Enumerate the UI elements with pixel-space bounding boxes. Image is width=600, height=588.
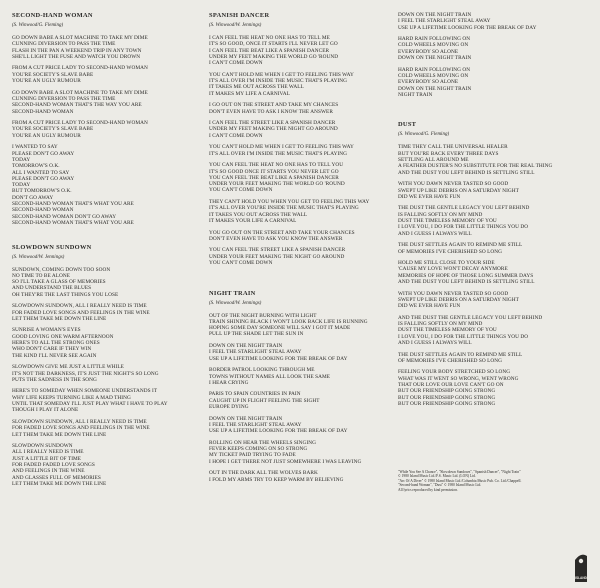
lyric-line: SUNRISE A WOMAN'S EYES [12,327,81,334]
song-title: SECOND-HAND WOMAN [12,12,93,19]
lyric-line: COLD WHEELS MOVING ON [398,42,469,49]
lyric-line: HARD RAIN FOLLOWING ON [398,36,471,43]
lyric-line: MY TICKET PAID TRYING TO FADE [209,452,296,459]
lyric-line: TODAY [12,156,31,163]
lyric-line: UNDER MY FEET MAKING THE WORLD GO 'ROUND [209,53,339,60]
stanza [209,102,399,115]
stanza [398,242,596,255]
lyric-line: DOWN ON THE NIGHT TRAIN [209,415,283,422]
lyric-line: BUT TOMORROW'S O.K. [12,188,72,195]
lyric-line: IT'S SO GOOD ONCE IT STARTS YOU NEVER LET GO [209,168,339,175]
lyric-line: YOU'RE AN UGLY RUMOUR [12,78,81,85]
lyric-line: SLOWDOWN SUNDOWN [12,443,73,450]
lyric-line: THE DUST SETTLES AGAIN TO REMIND ME STILL [398,351,523,358]
lyric-line: SLOWDOWN GIVE ME JUST A LITTLE WHILE [12,364,124,371]
svg-text:ISLAND: ISLAND [575,576,587,580]
lyric-line: YOU'RE AN UGLY RUMOUR [12,132,81,139]
lyric-line: I FEEL THE STARLIGHT STEAL AWAY [209,421,302,428]
stanza [398,291,596,310]
lyric-line: AND THE DUST YOU LEFT BEHIND IS SETTLING STILL [398,169,535,176]
lyric-line: MEMORIES OF HOPE OF THOSE LONG SUMMER DAYS [398,272,534,279]
footer-line: © 1980 Island Music Ltd./F.S. Music Ltd. (LON) Ltd. [398,474,476,479]
lyric-line: IT'S SO GOOD, ONCE IT STARTS I'LL NEVER LET GO [209,41,338,48]
lyric-line: THEY CAN'T HOLD YOU WHEN YOU GET TO FEELING THIS WAY [209,199,370,206]
lyric-line: I FEEL THE STARLIGHT STEAL AWAY [398,18,491,25]
lyric-line: SLOWDOWN SUNDOWN, ALL I REALLY NEED IS TIME [12,418,147,425]
lyric-line: TRAIN SHINING BLACK I WON'T LOOK BACK LIFE IS RUNNING [209,318,368,325]
stanza [12,90,202,115]
copyright-footer [398,470,538,492]
lyric-line: DOWN ON THE NIGHT TRAIN [398,55,472,62]
lyric-line: CUNNING DIVERSION TO PASS THE TIME [12,95,116,102]
lyric-line: YOU CAN FEEL THE STREET LIKE A SPANISH DANCER [209,247,346,254]
song-title: SPANISH DANCER [209,12,270,19]
lyric-line: BORDER PATROL LOOKING THROUGH ME [209,367,315,374]
lyric-line: LET THEM TAKE ME DOWN THE LINE [12,431,107,438]
lyric-line: YOU CAN FEEL THE HEAT NO ONE HAS TO TELL YOU [209,162,344,169]
lyric-line: DOWN ON THE NIGHT TRAIN [398,85,472,92]
stanza [398,12,596,31]
lyric-line: GO DOWN BABE A SLOT MACHINE TO TAKE MY DIME [12,89,148,96]
stanza [398,36,596,61]
lyric-line: I CAN FEEL THE BEAT LIKE A SPANISH DANCER [209,47,330,54]
lyric-line: SECOND-HAND WOMAN [12,108,74,115]
lyric-line: UNDER MY FEET MAKING THE NIGHT GO AROUND [209,126,338,133]
island-logo [573,552,589,582]
stanza [209,199,399,224]
lyric-line: SHE'LL LIGHT THE FUSE AND WATCH YOU DROWN [12,53,141,60]
song-credit: (S. Winwood/W. Jennings) [12,254,65,260]
song-lyrics [398,12,596,98]
lyric-line: OUT OF THE NIGHT BURNING WITH LIGHT [209,312,317,319]
lyric-line: YOU CAN'T COME DOWN [209,187,273,194]
stanza [209,72,399,97]
lyric-line: YOU CAN'T HOLD ME WHEN I GET TO FEELING THIS WAY [209,71,354,78]
footer-line: "Arc Of A Diver" © 1980 Island Music Ltd./Columbia Music Pub. Co. Ltd./Chappell. [398,478,522,483]
lyric-line: LET THEM TAKE ME DOWN THE LINE [12,480,107,487]
lyric-line: DID WE EVER HAVE FUN [398,303,461,310]
lyric-line: IT MAKES YOUR LIFE A CARNIVAL [209,217,297,224]
lyric-line: WHO DON'T CARE IF THEY WIN [12,346,92,353]
lyric-line: FEVER KEEPS COMING ON SO STRONG [209,446,308,453]
column-middle [209,12,399,488]
lyric-line: DON'T EVEN HAVE TO ASK YOU KNOW THE ANSWER [209,235,343,242]
stanza [12,65,202,84]
stanza [398,181,596,200]
lyric-line: I GO OUT ON THE STREET AND TAKE MY CHANCES [209,102,339,109]
lyric-line: JUST A LITTLE BIT OF TIME [12,455,82,462]
lyric-line: SECOND-HAND WOMAN THAT'S WHAT YOU ARE [12,201,134,208]
lyric-line: WITH YOU DAWN NEVER TASTED SO GOOD [398,290,509,297]
lyric-line: YOU CAN'T COME DOWN [209,259,273,266]
footer-line: "Second-hand Woman", "Dust" © 1980 Island Music Ltd. [398,483,482,488]
lyric-line: PLEASE DON'T GO AWAY [12,175,75,182]
song-credit: (S. Winwood/W. Jennings) [209,23,262,28]
stanza [12,388,202,413]
stanza [12,327,202,358]
lyric-line: THE DUST THE GENTLE LEGACY YOU LEFT BEHIND [398,205,530,212]
lyric-line: FOR FADED FADED LOVE SONGS [12,462,95,468]
lyric-line: OUT IN THE DARK ALL THE WOLVES BARK [209,470,318,477]
stanza [12,443,202,487]
lyric-line: AND I GUESS I ALWAYS WILL [398,339,472,346]
lyric-line: YOU'RE SOCIETY'S SLAVE BABE [12,71,94,78]
lyric-line: I LOVE YOU, I DO FOR THE LITTLE THINGS YOU DO [398,224,529,231]
stanza [209,440,399,465]
stanza [209,144,399,157]
lyric-line: EUROPE DYING [209,404,249,411]
lyric-line: IT'S ALL OVER I'M INSIDE THE MUSIC THAT'S PLAYING [209,150,348,157]
stanza [209,367,399,386]
lyric-line: OF MEMORIES I'VE CHERISHED SO LONG [398,357,503,364]
song-lyrics [398,144,596,407]
lyric-line: YOU GO OUT ON THE STREET AND TAKE YOUR CHANCES [209,229,355,236]
lyric-line: AND UNDERSTAND THE BLUES [12,285,92,292]
lyric-line: IS FALLING SOFTLY ON MY MIND [398,211,483,218]
lyric-line: WHAT WAS IT WENT SO WRONG, WENT WRONG [398,375,519,382]
lyric-line: FROM A CUT PRICE LADY TO SECOND-HAND WOMAN [12,120,148,127]
lyric-line: PUTS THE SADNESS IN THE SONG [12,376,97,383]
lyric-line: SWEPT UP LIKE DEBRIS ON A SATURDAY NIGHT [398,296,519,303]
stanza [398,67,596,98]
lyric-line: OH THEY'RE THE LAST THINGS YOU LOSE [12,291,119,298]
stanza [12,364,202,383]
lyric-line: HERE'S TO SOMEDAY WHEN SOMEONE UNDERSTANDS IT [12,388,158,395]
lyric-line: TOWNS WITHOUT NAMES ALL LOOK THE SAME [209,373,331,380]
lyric-line: HARD RAIN FOLLOWING ON [398,66,471,73]
lyric-line: UNDER YOUR FEET MAKING THE NIGHT GO AROUND [209,253,345,260]
lyric-line: DUST THE TIMELESS MEMORY OF YOU [398,327,497,334]
stanza [209,35,399,66]
lyric-line: SECOND-HAND WOMAN DON'T GO AWAY [12,213,117,220]
lyric-line: FOR FADED LOVE SONGS AND FEELINGS IN THE WINE [12,425,150,432]
lyric-line: PULL UP THE SHADE LET THE SUN IN [209,331,304,338]
lyric-line: SUNDOWN, COMING DOWN TOO SOON [12,266,111,273]
stanza [398,260,596,285]
lyric-line: HOPING SOME DAY SOMEONE WILL SAY I GOT IT MADE [209,325,351,332]
stanza [209,120,399,139]
lyric-line: FOR FADED LOVE SONGS AND FEELINGS IN THE WINE [12,309,150,316]
lyric-line: IS FALLING SOFTLY ON MY MIND [398,321,483,328]
stanza [12,303,202,322]
lyric-line: IT'S ALL OVER YOU'RE INSIDE THE MUSIC THAT'S PLAYING [209,205,359,212]
footer-line: "While You See A Chance", "Slowdown Sundown", "Spanish Dancer", "Night Train" [398,470,521,474]
lyric-line: THOUGH I PLAY IT ALONE [12,407,79,414]
lyric-line: DON'T EVEN HAVE TO ASK I KNOW THE ANSWER [209,108,333,115]
lyric-line: YOU CAN'T HOLD ME WHEN I GET TO FEELING THIS WAY [209,144,354,151]
lyric-line: SECOND-HAND WOMAN [12,207,74,214]
stanza [398,352,596,365]
lyric-line: I HEAR CRYING [209,379,249,386]
lyric-line: I CAN FEEL THE HEAT NO ONE HAS TO TELL ME [209,35,330,41]
lyric-line: FROM A CUT PRICE LADY TO SECOND-HAND WOMAN [12,65,148,72]
lyric-line: IT MAKES MY LIFE A CARNIVAL [209,90,290,97]
song-lyrics [209,313,399,483]
lyric-line: USE UP A LIFETIME LOOKING FOR THE BREAK OF DAY [209,355,348,362]
lyric-line: I CAN'T COME DOWN [209,60,263,67]
lyric-line: SECOND-HAND WOMAN THAT'S THE WAY YOU ARE [12,102,142,109]
lyric-line: NO TIME TO BE ALONE [12,272,71,279]
lyric-line: DOWN ON THE NIGHT TRAIN [398,12,472,18]
lyric-line: IT'S NOT THE DARKNESS, IT'S JUST THE NIGHT'S SO LONG [12,370,159,377]
lyric-line: USE UP A LIFETIME LOOKING FOR THE BREAK OF DAY [209,428,348,435]
lyric-line: BUT OUR FRIENDSHIP GOING STRONG [398,388,496,395]
stanza [398,144,596,175]
song-title: DUST [398,121,417,129]
lyric-line: SETTLING ALL AROUND ME [398,157,469,164]
stanza [209,391,399,410]
lyric-line: HERE'S TO ALL THE STRONG ONES [12,340,100,347]
lyric-line: AND I GUESS I ALWAYS WILL [398,230,472,237]
stanza [398,205,596,236]
song-lyrics [209,35,399,266]
lyric-line: IT'S ALL OVER I'M INSIDE THE MUSIC THAT'S PLAYING [209,78,348,85]
song-title: NIGHT TRAIN [209,289,256,297]
song-credit: (S. Winwood/G. Fleming) [12,23,64,28]
lyric-line: UNTIL THAT SOMEDAY I'LL JUST PLAY WHAT I HAVE TO PLAY [12,401,168,408]
stanza [12,35,202,60]
lyric-line: ALL I REALLY NEED IS TIME [12,449,84,456]
lyric-line: BUT YOU'RE BACK EVERY THREE DAYS [398,150,499,157]
lyric-line: GOOD LOVING ONE WARM AFTERNOON [12,333,114,340]
lyric-line: OF MEMORIES I'VE CHERISHED SO LONG [398,248,503,255]
song-lyrics [12,35,202,226]
lyric-line: SO I'LL TAKE A GLASS OF MEMORIES [12,279,106,286]
lyric-line: FLASH IN THE PAN A WEEKEND TRIP IN ANY TOWN [12,47,142,54]
stanza [209,247,399,266]
lyric-line: ALL I WANTED TO SAY [12,169,70,176]
lyric-line: YOU CAN FEEL THE BEAT LIKE A SPANISH DANCER [209,174,339,181]
lyric-line: IT TAKES ME OUT ACROSS THE WALL [209,84,304,91]
lyric-line: AND FEELINGS IN THE WINE [12,468,85,475]
lyric-line: BUT OUR FRIENDSHIP GOING STRONG [398,400,496,407]
lyric-line: A FEATHER DUSTER'S NO SUBSTITUTE FOR THE REAL THING [398,163,553,170]
lyric-line: PLEASE DON'T GO AWAY [12,150,75,157]
lyric-line: PARIS TO SPAIN COUNTRIES IN PAIN [209,391,301,398]
lyric-line: UNDER YOUR FEET MAKING THE WORLD GO 'ROUND [209,181,345,188]
song-lyrics [12,267,202,488]
lyric-line: COLD WHEELS MOVING ON [398,72,469,79]
lyric-line: HOLD ME STILL CLOSE TO YOUR SIDE [398,260,495,267]
lyric-line: BUT OUR FRIENDSHIP GOING STRONG [398,394,496,401]
song-title: SLOWDOWN SUNDOWN [12,243,92,251]
lyric-line: DOWN ON THE NIGHT TRAIN [209,343,283,350]
lyric-line: WHY LIFE KEEPS TURNING LIKE A MAD THING [12,394,131,401]
lyric-line: GO DOWN BABE A SLOT MACHINE TO TAKE MY DIME [12,35,148,41]
stanza [209,313,399,338]
lyric-line: DID WE EVER HAVE FUN [398,193,461,200]
song-credit: (S. Winwood/W. Jennings) [209,300,262,306]
stanza [12,120,202,139]
lyric-line: CUNNING DIVERSION TO PASS THE TIME [12,41,116,48]
footer-line: All lyrics reproduced by kind permission. [398,487,458,492]
lyric-line: TOMORROW'S O.K. [12,163,60,170]
lyric-line: AND GLASSES FULL OF MEMORIES [12,474,101,481]
stanza [209,230,399,243]
stanza [12,419,202,438]
lyric-line: I LOVE YOU, I DO FOR THE LITTLE THINGS YOU DO [398,333,529,340]
lyric-line: IT TAKES YOU OUT ACROSS THE WALL [209,211,308,218]
lyric-line: EVERYBODY SO ALONE [398,79,459,86]
lyric-line: AND THE DUST YOU LEFT BEHIND IS SETTLING STILL [398,278,535,285]
column-right [398,12,596,413]
lyric-line: FEELING YOUR BODY STRETCHED SO LONG [398,369,511,376]
lyric-line: DUST THE TIMELESS MEMORY OF YOU [398,218,497,225]
lyric-line: CAUGHT UP IN FLIGHT FEELING THE SIGHT [209,397,320,404]
lyric-line: TIME THEY CALL THE UNIVERSAL HEALER [398,144,508,151]
lyric-line: EVERYBODY SO ALONE [398,48,459,55]
lyric-line: WITH YOU DAWN NEVER TASTED SO GOOD [398,181,509,188]
lyric-line: 'CAUSE MY LOVE WON'T DECAY ANYMORE [398,266,508,273]
lyric-line: YOU'RE SOCIETY'S SLAVE BABE [12,126,94,133]
lyric-line: I FOLD MY ARMS TRY TO KEEP WARM BY BELIEVING [209,476,344,483]
lyric-line: SWEPT UP LIKE DEBRIS ON A SATURDAY NIGHT [398,187,519,194]
stanza [12,144,202,226]
stanza [398,369,596,407]
lyric-line: THAT OUR LOVE OUR LOVE CAN'T GO ON [398,382,504,389]
lyric-line: DON'T GO AWAY [12,194,54,201]
stanza [209,470,399,483]
lyric-line: ROLLING ON HEAR THE WHEELS SINGING [209,439,316,446]
stanza [209,162,399,193]
lyric-line: THE DUST SETTLES AGAIN TO REMIND ME STILL [398,242,523,249]
stanza [12,267,202,298]
stanza [398,315,596,346]
lyric-line: THE KIND I'LL NEVER SEE AGAIN [12,352,97,359]
lyric-line: TODAY [12,182,31,189]
lyric-line: I HOPE I GET THERE NOT JUST SOMEWHERE I WAS LEAVING [209,458,362,465]
lyric-line: I FEEL THE STARLIGHT STEAL AWAY [209,349,302,356]
lyric-line: AND THE DUST THE GENTLE LEGACY YOU LEFT BEHIND [398,314,543,321]
stanza [209,416,399,435]
lyric-line: USE UP A LIFETIME LOOKING FOR THE BREAK OF DAY [398,24,537,31]
song-credit: (S. Winwood/G. Fleming) [398,132,450,138]
lyric-line: I CAN FEEL THE STREET LIKE A SPANISH DANCER [209,120,336,127]
lyric-line: SLOWDOWN SUNDOWN, ALL I REALLY NEED IS TIME [12,303,147,310]
lyric-line: NIGHT TRAIN [398,91,433,98]
column-left [12,12,202,492]
lyric-line: I WANTED TO SAY [12,144,58,151]
stanza [209,343,399,362]
lyric-line: SECOND-HAND WOMAN THAT'S WHAT YOU ARE [12,219,134,226]
lyric-line: I CAN'T COME DOWN [209,132,263,139]
lyric-line: LET THEM TAKE ME DOWN THE LINE [12,315,107,322]
